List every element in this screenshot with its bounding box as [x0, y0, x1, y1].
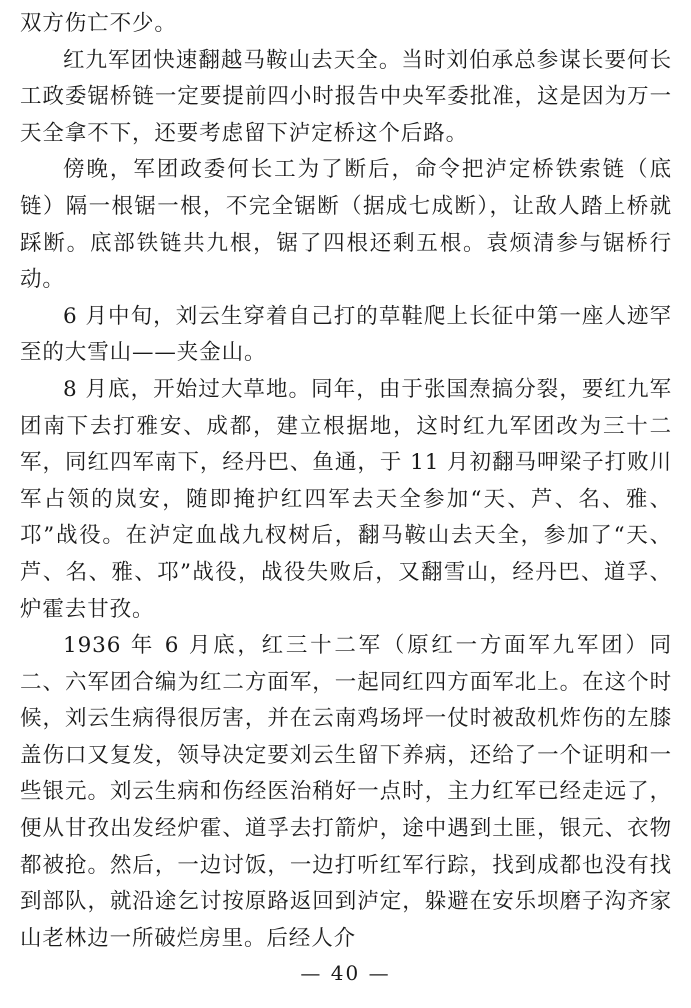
paragraph-2: 红九军团快速翻越马鞍山去天全。当时刘伯承总参谋长要何长工政委锯桥链一定要提前四小时报告中央军委批准，这是因为万一天全拿不下，还要考虑留下泸定桥这个后路。 [20, 47, 672, 146]
paragraph-6: 1936 年 6 月底，红三十二军（原红一方面军九军团）同二、六军团合编为红二方面军，一起同红四方面军北上。在这个时候，刘云生病得很厉害，并在云南鸡场坪一仗时被敌机炸伤的左膝盖伤口又复发，领导决定要刘云生留下养病，还给了一个证明和一些银元。刘云生病和伤经医治稍好一点时，主力红军已经走远了，便从甘孜出发经炉霍、道孚去打箭炉，途中遇到土匪，银元、衣物都被抢。然后，一边讨饭，一边打听红军行踪，找到成都也没有找到部队，就沿途乞讨按原路返回到泸定，躲避在安乐坝磨子沟齐家山老林边一所破烂房里。后经人介 [20, 633, 672, 951]
page-number: — 40 — [300, 961, 391, 985]
paragraph-3: 傍晚，军团政委何长工为了断后，命令把泸定桥铁索链（底链）隔一根锯一根，不完全锯断（据成七成断），让敌人踏上桥就踩断。底部铁链共九根，锯了四根还剩五根。袁烦清参与锯桥行动。 [20, 157, 672, 293]
paragraph-4: 6 月中旬，刘云生穿着自己打的草鞋爬上长征中第一座人迹罕至的大雪山——夹金山。 [20, 303, 672, 366]
paragraph-5: 8 月底，开始过大草地。同年，由于张国焘搞分裂，要红九军团南下去打雅安、成都，建立根据地，这时红九军团改为三十二军，同红四军南下，经丹巴、鱼通，于 11 月初翻马呷梁子打败川军占领的岚安，随即掩护红四军去天全参加“天、芦、名、雅、邛”战役。在泸定血战九杈树后，翻马鞍山去天全，参加了“天、芦、名、雅、邛”战役，战役失败后，又翻雪山，经丹巴、道孚、炉霍去甘孜。 [20, 376, 672, 622]
document-page [20, 6, 672, 957]
paragraph-1: 双方伤亡不少。 [20, 11, 177, 36]
